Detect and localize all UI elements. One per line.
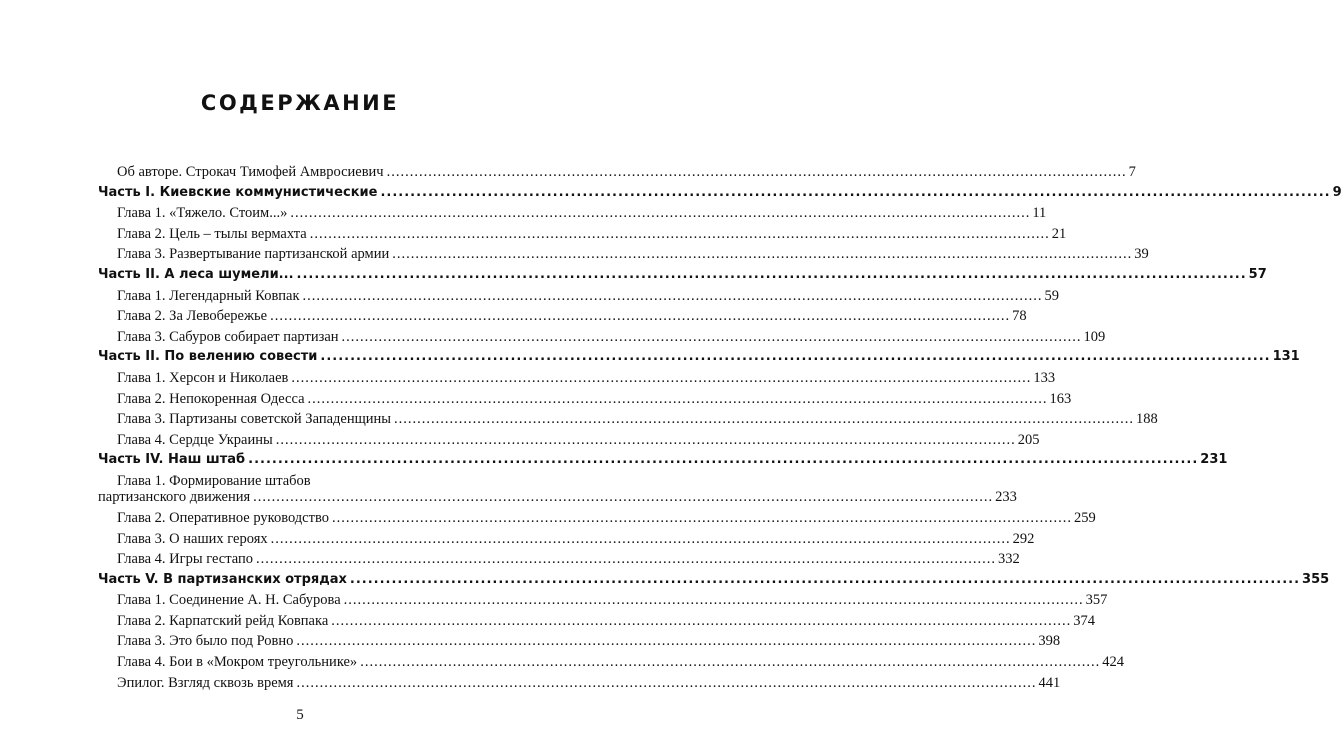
toc-leader-dots: ................................................................................................................................................................ <box>290 205 1031 222</box>
page-number: 5 <box>296 707 304 723</box>
toc-chapter[interactable] <box>0 203 1047 224</box>
toc-part-page: 131 <box>1272 349 1300 365</box>
toc-leader-dots: ................................................................................................................................................................ <box>296 674 1037 691</box>
toc-part-label: Часть V. В партизанских отрядах <box>98 571 347 587</box>
toc-entry-page: 205 <box>1017 431 1040 448</box>
toc-chapter[interactable] <box>0 389 1072 410</box>
toc-entry-label: Глава 2. Непокоренная Одесса <box>117 390 305 407</box>
toc-entry-label: Глава 2. Карпатский рейд Ковпака <box>117 612 329 629</box>
toc-entry-label: Глава 2. Оперативное руководство <box>117 509 329 526</box>
toc-leader-dots: ................................................................................................................................................................ <box>386 164 1127 180</box>
toc-entry-page: 332 <box>997 551 1020 568</box>
toc-entry-page: 233 <box>995 489 1017 506</box>
toc-entry-page: 398 <box>1038 633 1061 650</box>
toc-entry-label: Глава 1. «Тяжело. Стоим...» <box>117 205 288 222</box>
toc-chapter[interactable] <box>0 529 1035 550</box>
toc-entry-label: Глава 1. Херсон и Николаев <box>117 369 289 386</box>
toc-part-page: 355 <box>1302 571 1330 587</box>
toc-part-label: Часть IV. Наш штаб <box>98 452 246 468</box>
toc-chapter[interactable] <box>0 368 1056 389</box>
toc-entry-about-author[interactable] <box>0 162 1136 183</box>
toc-entry-page: 424 <box>1102 654 1124 671</box>
toc-part-3[interactable] <box>0 347 1300 368</box>
toc-leader-dots: ................................................................................................................................................................ <box>270 530 1011 547</box>
toc-entry-label: Глава 3. Сабуров собирает партизан <box>117 328 339 345</box>
toc-chapter[interactable] <box>0 224 1067 245</box>
toc-chapter[interactable] <box>0 549 1020 570</box>
toc-chapter[interactable] <box>0 244 1149 265</box>
toc-entry-label: Глава 4. Бои в «Мокром треугольнике» <box>117 654 358 671</box>
toc-chapter[interactable] <box>0 327 1106 348</box>
toc-leader-dots: ................................................................................................................................................................ <box>341 328 1082 345</box>
toc-entry-page: 78 <box>1012 308 1027 325</box>
toc-part-page: 231 <box>1200 452 1228 468</box>
toc-epilogue[interactable] <box>0 673 1061 694</box>
toc-entry-page: 259 <box>1073 509 1096 526</box>
toc-entry-label: Глава 1. Соединение А. Н. Сабурова <box>117 592 341 609</box>
toc-part-label: Часть II. А леса шумели... <box>98 266 294 282</box>
toc-leader-dots: ................................................................................................................................................................ <box>296 633 1037 650</box>
toc-entry-page: 7 <box>1128 164 1136 180</box>
toc-entry-label: Глава 1. Легендарный Ковпак <box>117 287 300 304</box>
toc-chapter[interactable] <box>0 611 1096 632</box>
toc-entry-label: Глава 3. Это было под Ровно <box>117 633 294 650</box>
toc-entry-label: Глава 4. Игры гестапо <box>117 551 253 568</box>
toc-entry-page: 441 <box>1038 674 1061 691</box>
toc-entry-label: Глава 3. О наших героях <box>117 530 268 547</box>
toc-chapter[interactable] <box>0 471 1017 508</box>
toc-chapter[interactable] <box>0 286 1060 307</box>
toc-entry-label: Об авторе. Строкач Тимофей Амвросиевич <box>117 164 384 180</box>
toc-leader-dots: ................................................................................................................................................................ <box>349 571 1301 587</box>
toc-entry-page: 39 <box>1134 246 1149 263</box>
toc-leader-dots: ................................................................................................................................................................ <box>392 246 1133 263</box>
toc-chapter[interactable] <box>0 306 1027 327</box>
toc-entry-page: 188 <box>1136 411 1158 428</box>
toc-part-page: 57 <box>1248 266 1267 282</box>
toc-part-4[interactable] <box>0 450 1228 471</box>
toc-part-1[interactable] <box>0 183 1342 204</box>
toc-chapter[interactable] <box>0 631 1061 652</box>
toc-part-2[interactable] <box>0 265 1267 286</box>
toc-chapter[interactable] <box>0 430 1040 451</box>
toc-entry-label: Эпилог. Взгляд сквозь время <box>117 674 294 691</box>
toc-part-label: Часть II. По велению совести <box>98 349 318 365</box>
toc-entry-label: Глава 3. Партизаны советской Западенщины <box>117 411 392 428</box>
toc-leader-dots: ................................................................................................................................................................ <box>394 411 1135 428</box>
toc-entry-label-line1: Глава 1. Формирование штабов <box>117 472 311 489</box>
toc-entry-page: 292 <box>1012 530 1035 547</box>
toc-entry-label: Глава 3. Развертывание партизанской армии <box>117 246 390 263</box>
toc-leader-dots: ................................................................................................................................................................ <box>380 184 1331 200</box>
page-title: СОДЕРЖАНИЕ <box>200 91 400 115</box>
toc-part-page: 9 <box>1332 184 1342 200</box>
toc-leader-dots: ................................................................................................................................................................ <box>360 654 1101 671</box>
toc-chapter[interactable] <box>0 409 1158 430</box>
toc-part-label: Часть I. Киевские коммунистические <box>98 184 378 200</box>
toc-entry-page: 109 <box>1083 328 1106 345</box>
toc-entry-page: 163 <box>1049 390 1072 407</box>
toc-chapter[interactable] <box>0 652 1124 673</box>
toc-leader-dots: ................................................................................................................................................................ <box>331 509 1072 526</box>
toc-leader-dots: ................................................................................................................................................................ <box>275 431 1016 448</box>
toc-leader-dots: ................................................................................................................................................................ <box>253 489 994 506</box>
toc-entry-page: 374 <box>1073 612 1096 629</box>
toc-entry-label: Глава 4. Сердце Украины <box>117 431 273 448</box>
toc-entry-page: 357 <box>1085 592 1108 609</box>
toc-leader-dots: ................................................................................................................................................................ <box>270 308 1011 325</box>
toc-leader-dots: ................................................................................................................................................................ <box>320 349 1271 365</box>
toc-leader-dots: ................................................................................................................................................................ <box>331 612 1072 629</box>
toc-leader-dots: ................................................................................................................................................................ <box>309 225 1050 242</box>
toc-leader-dots: ................................................................................................................................................................ <box>302 287 1043 304</box>
toc-leader-dots: ................................................................................................................................................................ <box>248 452 1199 468</box>
toc-part-5[interactable] <box>0 570 1330 591</box>
toc-entry-page: 21 <box>1051 225 1067 242</box>
toc-entry-label: Глава 2. За Левобережье <box>117 308 268 325</box>
toc-leader-dots: ................................................................................................................................................................ <box>343 592 1084 609</box>
toc-chapter[interactable] <box>0 590 1108 611</box>
toc-leader-dots: ................................................................................................................................................................ <box>255 551 996 568</box>
table-of-contents <box>0 162 1342 693</box>
toc-chapter[interactable] <box>0 508 1096 529</box>
toc-leader-dots: ................................................................................................................................................................ <box>307 390 1048 407</box>
toc-entry-page: 11 <box>1032 205 1047 222</box>
toc-entry-label: партизанского движения <box>98 489 251 506</box>
toc-leader-dots: ................................................................................................................................................................ <box>296 266 1247 282</box>
toc-leader-dots: ................................................................................................................................................................ <box>291 369 1032 386</box>
toc-entry-page: 59 <box>1044 287 1060 304</box>
toc-entry-label: Глава 2. Цель – тылы вермахта <box>117 225 307 242</box>
toc-entry-page: 133 <box>1033 369 1056 386</box>
